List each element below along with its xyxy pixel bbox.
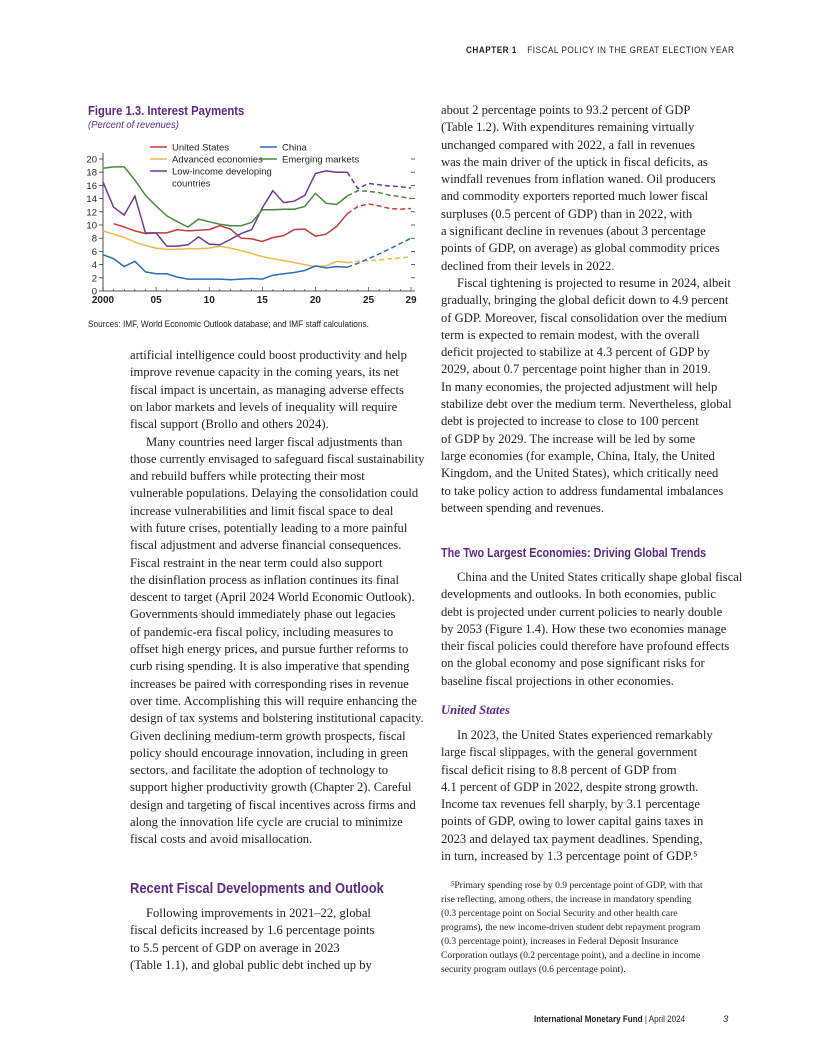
text-line: term is expected to remain modest, with the overall [441, 327, 700, 342]
left-paragraph-2 [130, 434, 424, 849]
text-line: of pandemic-era fiscal policy, including measures to [130, 624, 394, 639]
y-tick-label: 16 [86, 180, 97, 192]
x-tick-label: 2000 [91, 295, 115, 306]
text-line: improve revenue capacity in the coming years, its net [130, 365, 399, 380]
text-line: offset high energy prices, and pursue further reforms to [130, 642, 409, 657]
text-line: windfall revenues from inflation waned. Oil producers [441, 172, 716, 187]
figure-sources: Sources: IMF, World Economic Outlook database; and IMF staff calculations. [88, 319, 369, 329]
series-line-united-states [114, 214, 348, 242]
y-tick-label: 18 [86, 167, 97, 179]
text-line: (0.3 percentage point on Social Security and other health care [441, 908, 678, 919]
legend-label: Advanced economies [172, 154, 263, 166]
series-projection-advanced-economies [347, 257, 411, 263]
text-line: descent to target (April 2024 World Economic Outlook). [130, 590, 415, 605]
text-line: In many economies, the projected adjustment will help [441, 379, 718, 394]
x-tick-label: 05 [150, 295, 162, 306]
text-line: Fiscal tightening is projected to resume in 2024, albeit [457, 276, 731, 290]
x-tick-label: 15 [256, 295, 268, 306]
text-line: on labor markets and levels of inequality will require [130, 399, 398, 414]
text-line: along the innovation life cycle are crucial to minimize [130, 815, 403, 830]
footnote [441, 879, 703, 977]
left-paragraph-1 [130, 347, 407, 433]
x-tick-label: 25 [362, 295, 375, 306]
text-line: Fiscal restraint in the near term could also support [130, 555, 383, 570]
right-paragraph-1 [441, 102, 720, 275]
text-line: surpluses (0.5 percent of GDP) than in 2022, with [441, 206, 693, 221]
y-tick-label: 0 [91, 286, 97, 298]
text-line: programs), the new income-driven student debt repayment program [441, 922, 701, 933]
footer-date: April 2024 [648, 1014, 686, 1025]
text-line: was the main driver of the uptick in fiscal deficits, as [441, 154, 708, 169]
text-line: fiscal adjustment and adverse financial consequences. [130, 538, 402, 553]
text-line: those currently envisaged to safeguard fiscal sustainability [130, 451, 425, 466]
text-line: fiscal deficit rising to 8.8 percent of GDP from [441, 762, 677, 777]
text-line: vulnerable populations. Delaying the consolidation could [130, 486, 419, 501]
text-line: and commodity exporters reported much lower fiscal [441, 189, 709, 204]
text-line: In 2023, the United States experienced remarkably [457, 728, 713, 742]
text-line: sectors, and facilitate the adoption of technology to [130, 763, 389, 778]
series-projection-united-states [347, 204, 411, 214]
text-line: ⁵Primary spending rose by 0.9 percentage point of GDP, with that [451, 880, 703, 891]
series-line-low-income-developing-countries [103, 171, 347, 246]
right-paragraph-2 [441, 275, 732, 517]
y-tick-label: 6 [91, 246, 97, 258]
text-line: between spending and revenues. [441, 500, 604, 515]
text-line: artificial intelligence could boost productivity and help [130, 348, 407, 362]
text-line: by 2053 (Figure 1.4). How these two economies manage [441, 621, 727, 636]
text-line: fiscal impact is uncertain, as managing adverse effects [130, 382, 404, 397]
text-line: and rebuild buffers while protecting their most [130, 469, 365, 484]
figure-title: Figure 1.3. Interest Payments [88, 104, 245, 118]
y-tick-label: 12 [86, 207, 97, 219]
text-line: (Table 1.1), and global public debt inched up by [130, 957, 372, 972]
text-line: Governments should immediately phase out legacies [130, 607, 396, 622]
text-line: over time. Accomplishing this will require enhancing the [130, 693, 417, 708]
right-paragraph-4 [441, 727, 713, 865]
text-line: to take policy action to address fundamental imbalances [441, 483, 724, 498]
text-line: debt is projected to increase to close to 100 percent [441, 414, 699, 429]
text-line: large fiscal slippages, with the general government [441, 745, 698, 760]
text-line: Following improvements in 2021–22, global [146, 906, 371, 920]
y-tick-label: 14 [86, 194, 97, 206]
text-line: 2023 and delayed tax payment deadlines. Spending, [441, 831, 703, 846]
legend-label: Emerging markets [282, 154, 360, 166]
x-tick-label: 20 [309, 295, 321, 306]
running-header [466, 45, 734, 56]
y-tick-label: 4 [91, 260, 97, 272]
text-line: a significant decline in revenues (about 3 percentage [441, 224, 706, 239]
text-line: (Table 1.2). With expenditures remaining virtually [441, 120, 695, 135]
series-line-china [103, 255, 347, 280]
chapter-title: FISCAL POLICY IN THE GREAT ELECTION YEAR [527, 45, 735, 56]
y-tick-label: 8 [91, 233, 97, 245]
text-line: developments and outlooks. In both economies, public [441, 587, 716, 602]
text-line: fiscal deficits increased by 1.6 percentage points [130, 923, 375, 938]
footer-separator: | [644, 1014, 647, 1025]
legend-label: countries [172, 178, 211, 190]
section-heading-recent-fiscal: Recent Fiscal Developments and Outlook [130, 880, 384, 897]
text-line: increases be paired with corresponding rises in revenue [130, 676, 409, 691]
page-number: 3 [723, 1014, 729, 1025]
text-line: curb rising spending. It is also imperative that spending [130, 659, 410, 674]
text-line: with future crises, potentially leading to a more painful [130, 520, 408, 535]
series-projection-emerging-markets [347, 191, 411, 199]
y-tick-label: 20 [86, 154, 97, 166]
y-tick-label: 10 [86, 220, 97, 232]
text-line: on the global economy and pose significant risks for [441, 656, 705, 671]
text-line: deficit projected to stabilize at 4.3 percent of GDP by [441, 345, 710, 360]
text-line: points of GDP, owing to lower capital gains taxes in [441, 814, 704, 829]
x-tick-label: 10 [203, 295, 215, 306]
text-line: (0.3 percentage point), increases in Federal Deposit Insurance [441, 936, 679, 947]
text-line: China and the United States critically shape global fiscal [457, 570, 743, 584]
section-heading-two-largest: The Two Largest Economies: Driving Global Trends [441, 546, 707, 560]
text-line: Given declining medium-term growth prospects, fiscal [130, 728, 406, 743]
text-line: stabilize debt over the medium term. Nevertheless, global [441, 397, 732, 412]
series-projection-china [347, 238, 411, 267]
footer-publisher: International Monetary Fund [534, 1014, 643, 1025]
text-line: large economies (for example, China, Italy, the United [441, 448, 715, 463]
text-line: the disinflation process as inflation continues its final [130, 572, 399, 587]
text-line: to 5.5 percent of GDP on average in 2023 [130, 940, 340, 955]
right-paragraph-3 [441, 569, 742, 690]
text-line: design of tax systems and bolstering institutional capacity. [130, 711, 424, 726]
text-line: unchanged compared with 2022, a fall in revenues [441, 137, 695, 152]
text-line: design and targeting of fiscal incentives across firms and [130, 797, 416, 812]
series-projection-low-income-developing-countries [347, 172, 411, 189]
legend-label: China [282, 142, 307, 154]
text-line: declined from their levels in 2022. [441, 258, 615, 273]
text-line: of GDP. Moreover, fiscal consolidation over the medium [441, 310, 727, 325]
text-line: in turn, increased by 1.3 percentage point of GDP.⁵ [441, 849, 698, 864]
text-line: fiscal support (Brollo and others 2024). [130, 417, 329, 432]
text-line: 2029, about 0.7 percentage point higher than in 2019. [441, 362, 711, 377]
legend-label: Low-income developing [172, 166, 272, 178]
x-tick-label: 29 [405, 295, 417, 306]
text-line: 4.1 percent of GDP in 2022, despite strong growth. [441, 779, 699, 794]
footer [534, 1014, 685, 1025]
text-line: policy should encourage innovation, including in green [130, 745, 409, 760]
text-line: about 2 percentage points to 93.2 percent of GDP [441, 103, 691, 117]
figure-subtitle: (Percent of revenues) [88, 119, 179, 131]
left-paragraph-3 [130, 905, 374, 974]
interest-payments-chart [80, 135, 420, 315]
text-line: Kingdom, and the United States), which critically need [441, 466, 719, 481]
text-line: Income tax revenues fell sharply, by 3.1 percentage [441, 797, 700, 812]
text-line: support higher productivity growth (Chapter 2). Careful [130, 780, 412, 795]
text-line: Corporation outlays (0.2 percentage point), and a decline in income [441, 950, 701, 961]
text-line: baseline fiscal projections in other economies. [441, 673, 674, 688]
text-line: of GDP by 2029. The increase will be led by some [441, 431, 696, 446]
y-tick-label: 2 [91, 273, 97, 285]
text-line: gradually, bringing the global deficit down to 4.9 percent [441, 293, 729, 308]
text-line: fiscal costs and avoid misallocation. [130, 832, 313, 847]
text-line: Many countries need larger fiscal adjustments than [146, 434, 403, 449]
text-line: rise reflecting, among others, the increase in mandatory spending [441, 894, 692, 905]
text-line: their fiscal policies could therefore have profound effects [441, 639, 730, 654]
chapter-label: CHAPTER 1 [466, 45, 517, 56]
subheading-united-states: United States [441, 703, 510, 717]
text-line: debt is projected under current policies to nearly double [441, 604, 723, 619]
text-line: points of GDP, on average) as global commodity prices [441, 241, 720, 256]
text-line: security program outlays (0.6 percentage point). [441, 964, 626, 975]
series-line-advanced-economies [103, 231, 347, 267]
text-line: increase vulnerabilities and limit fiscal space to deal [130, 503, 394, 518]
legend-label: United States [172, 142, 230, 154]
